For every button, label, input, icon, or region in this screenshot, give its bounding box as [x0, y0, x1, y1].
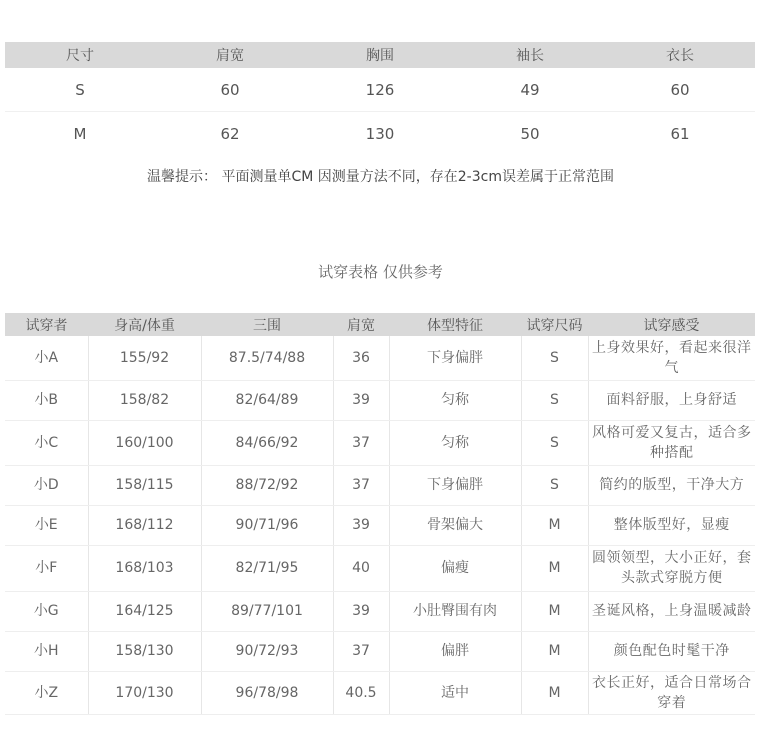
fit-cell-feedback: 上身效果好，看起来很洋气 [588, 336, 755, 380]
fit-cell-height-weight: 160/100 [88, 420, 201, 465]
size-cell: 61 [670, 124, 690, 143]
fit-cell-size: M [521, 545, 588, 591]
fit-cell-measurements: 90/71/96 [201, 505, 333, 545]
fit-cell-shoulder: 37 [333, 631, 389, 671]
size-cell: 60 [155, 68, 305, 112]
fit-cell-body-type: 骨架偏大 [389, 505, 521, 545]
fit-cell-tester: 小A [5, 336, 88, 380]
fit-header-measurements: 三围 [201, 313, 333, 336]
fit-cell-body-type: 匀称 [389, 380, 521, 420]
fit-cell-size: S [521, 465, 588, 505]
size-cell: 130 [365, 124, 395, 143]
fit-cell-tester: 小G [5, 591, 88, 631]
fit-header-feedback: 试穿感受 [588, 313, 755, 336]
size-row-s [5, 68, 755, 112]
fit-cell-body-type: 下身偏胖 [389, 465, 521, 505]
fit-cell-feedback: 圆领领型，大小正好，套头款式穿脱方便 [588, 545, 755, 591]
fit-cell-feedback: 整体版型好，显瘦 [588, 505, 755, 545]
fit-cell-size: M [521, 631, 588, 671]
fit-cell-body-type: 偏瘦 [389, 545, 521, 591]
fit-cell-measurements: 82/71/95 [201, 545, 333, 591]
fit-header-size: 试穿尺码 [521, 313, 588, 336]
fit-cell-shoulder: 36 [333, 336, 389, 380]
table-row [5, 505, 755, 545]
size-cell: M [73, 124, 87, 143]
fit-cell-measurements: 82/64/89 [201, 380, 333, 420]
fit-header-body-type: 体型特征 [389, 313, 521, 336]
size-header-length: 衣长 [605, 42, 755, 68]
fitting-section-title: 试穿表格 仅供参考 [318, 263, 443, 281]
size-cell: 62 [220, 124, 240, 143]
size-header-chest: 胸围 [305, 42, 455, 68]
fit-cell-measurements: 87.5/74/88 [201, 336, 333, 380]
size-table [5, 42, 755, 155]
fit-cell-tester: 小F [5, 545, 88, 591]
fit-cell-tester: 小E [5, 505, 88, 545]
fit-cell-height-weight: 158/130 [88, 631, 201, 671]
fit-header-height-weight: 身高/体重 [88, 313, 201, 336]
fit-cell-shoulder: 40 [333, 545, 389, 591]
fit-cell-tester: 小B [5, 380, 88, 420]
fit-header-tester: 试穿者 [5, 313, 88, 336]
size-cell: S [5, 68, 155, 112]
fit-cell-shoulder: 39 [333, 591, 389, 631]
fit-cell-shoulder: 39 [333, 380, 389, 420]
table-row [5, 545, 755, 591]
fit-cell-shoulder: 40.5 [333, 671, 389, 714]
size-header-sleeve: 袖长 [455, 42, 605, 68]
fit-cell-body-type: 下身偏胖 [389, 336, 521, 380]
size-cell: 126 [305, 68, 455, 112]
fit-cell-body-type: 小肚臀围有肉 [389, 591, 521, 631]
fit-cell-height-weight: 155/92 [88, 336, 201, 380]
fit-cell-height-weight: 158/82 [88, 380, 201, 420]
fit-cell-feedback: 面料舒服，上身舒适 [588, 380, 755, 420]
measurement-note: 温馨提示： 平面测量单CM 因测量方法不同，存在2-3cm误差属于正常范围 [147, 169, 614, 185]
fit-cell-measurements: 96/78/98 [201, 671, 333, 714]
fit-header-shoulder: 肩宽 [333, 313, 389, 336]
size-header-shoulder: 肩宽 [155, 42, 305, 68]
fit-cell-size: M [521, 591, 588, 631]
size-cell: 49 [455, 68, 605, 112]
size-header-size: 尺寸 [5, 42, 155, 68]
fit-cell-size: S [521, 420, 588, 465]
fit-cell-shoulder: 39 [333, 505, 389, 545]
table-row [5, 631, 755, 671]
fit-cell-body-type: 适中 [389, 671, 521, 714]
fit-cell-height-weight: 170/130 [88, 671, 201, 714]
fit-cell-body-type: 匀称 [389, 420, 521, 465]
fit-cell-tester: 小Z [5, 671, 88, 714]
fit-cell-measurements: 84/66/92 [201, 420, 333, 465]
fit-cell-measurements: 88/72/92 [201, 465, 333, 505]
fit-cell-feedback: 颜色配色时髦干净 [588, 631, 755, 671]
table-row [5, 336, 755, 380]
fit-cell-measurements: 90/72/93 [201, 631, 333, 671]
fit-cell-tester: 小H [5, 631, 88, 671]
fit-cell-size: S [521, 336, 588, 380]
size-cell: 50 [520, 124, 540, 143]
fit-cell-feedback: 圣诞风格，上身温暖减龄 [588, 591, 755, 631]
fit-cell-size: M [521, 505, 588, 545]
table-row [5, 420, 755, 465]
table-row [5, 465, 755, 505]
table-row [5, 380, 755, 420]
fit-cell-feedback: 简约的版型，干净大方 [588, 465, 755, 505]
fit-cell-measurements: 89/77/101 [201, 591, 333, 631]
fit-cell-feedback: 风格可爱又复古，适合多种搭配 [588, 420, 755, 465]
size-table-header [5, 42, 755, 68]
fit-cell-feedback: 衣长正好，适合日常场合穿着 [588, 671, 755, 714]
fit-cell-shoulder: 37 [333, 420, 389, 465]
size-cell: 60 [605, 68, 755, 112]
fit-cell-height-weight: 168/112 [88, 505, 201, 545]
fit-cell-body-type: 偏胖 [389, 631, 521, 671]
fit-cell-height-weight: 158/115 [88, 465, 201, 505]
table-row [5, 591, 755, 631]
fit-cell-tester: 小D [5, 465, 88, 505]
fitting-table-header [5, 313, 755, 336]
fit-cell-tester: 小C [5, 420, 88, 465]
table-row [5, 671, 755, 714]
fit-cell-height-weight: 168/103 [88, 545, 201, 591]
fit-cell-shoulder: 37 [333, 465, 389, 505]
fitting-table [5, 313, 755, 715]
fit-cell-height-weight: 164/125 [88, 591, 201, 631]
size-row-m [5, 112, 755, 156]
fit-cell-size: M [521, 671, 588, 714]
fit-cell-size: S [521, 380, 588, 420]
